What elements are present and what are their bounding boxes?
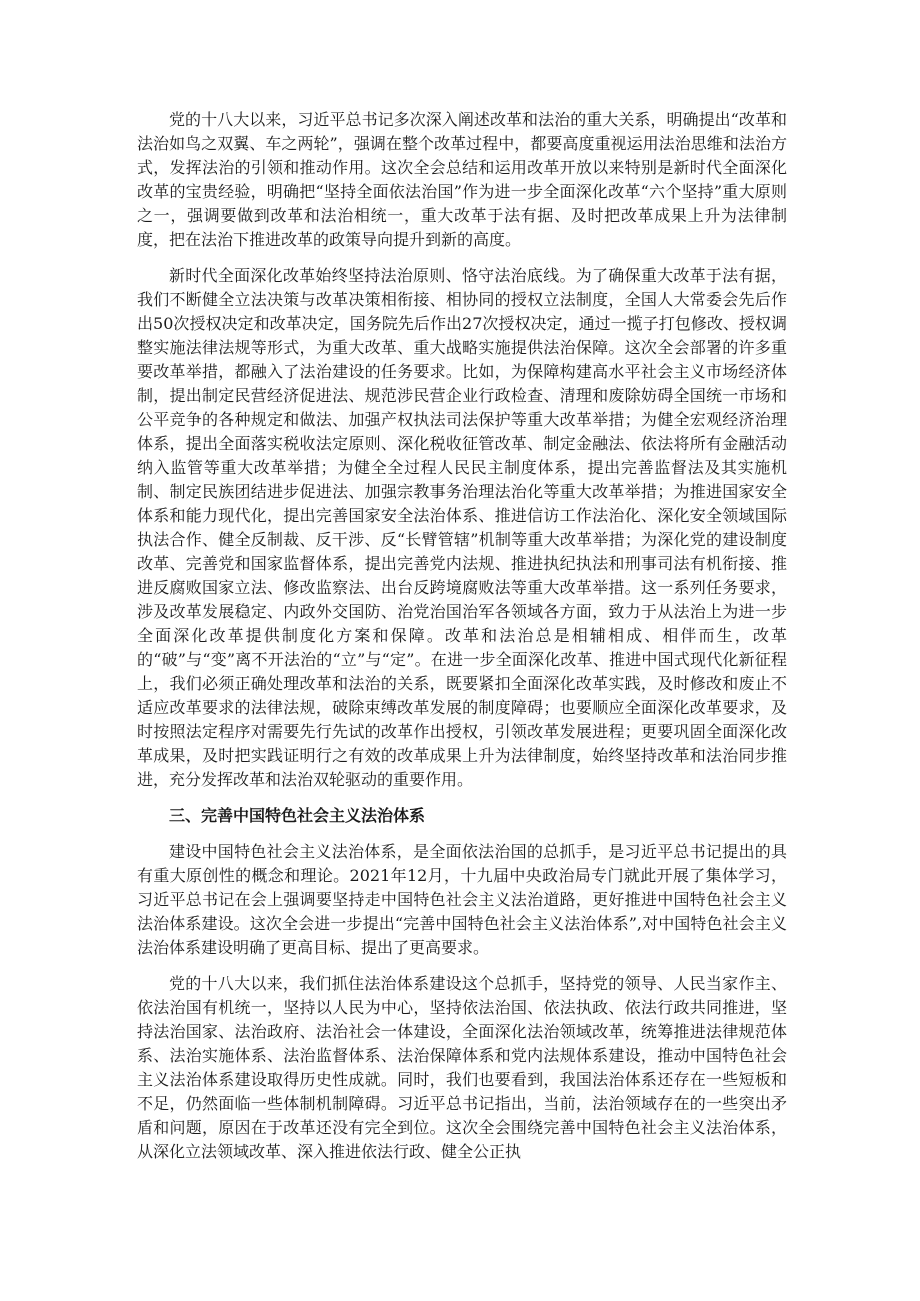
body-paragraph: 建设中国特色社会主义法治体系，是全面依法治国的总抓手，是习近平总书记提出的具有重大原创性的概念和理论。2021年12月，十九届中央政治局专门就此开展了集体学习，习近平总书记在会上强调要坚持走中国特色社会主义法治道路，更好推进中国特色社会主义法治体系建设。这次全会进一步提出“完善中国特色社会主义法治体系”,对中国特色社会主义法治体系建设明确了更高目标、提出了更高要求。 xyxy=(137,842,787,957)
document-page xyxy=(137,108,787,1176)
body-paragraph: 党的十八大以来，习近平总书记多次深入阐述改革和法治的重大关系，明确提出“改革和法治如鸟之双翼、车之两轮”，强调在整个改革过程中，都要高度重视运用法治思维和法治方式，发挥法治的引领和推动作用。这次全会总结和运用改革开放以来特别是新时代全面深化改革的宝贵经验，明确把“坚持全面依法治国”作为进一步全面深化改革“六个坚持”重大原则之一，强调要做到改革和法治相统一，重大改革于法有据、及时把改革成果上升为法律制度，把在法治下推进改革的政策导向提升到新的高度。 xyxy=(137,110,787,249)
body-paragraph: 新时代全面深化改革始终坚持法治原则、恪守法治底线。为了确保重大改革于法有据，我们不断健全立法决策与改革决策相衔接、相协同的授权立法制度，全国人大常委会先后作出50次授权决定和改革决定，国务院先后作出27次授权决定，通过一揽子打包修改、授权调整实施法律法规等形式，为重大改革、重大战略实施提供法治保障。这次全会部署的许多重要改革举措，都融入了法治建设的任务要求。比如，为保障构建高水平社会主义市场经济体制，提出制定民营经济促进法、规范涉民营企业行政检查、清理和废除妨碍全国统一市场和公平竞争的各种规定和做法、加强产权执法司法保护等重大改革举措；为健全宏观经济治理体系，提出全面落实税收法定原则、深化税收征管改革、制定金融法、依法将所有金融活动纳入监管等重大改革举措；为健全全过程人民民主制度体系，提出完善监督法及其实施机制、制定民族团结进步促进法、加强宗教事务治理法治化等重大改革举措；为推进国家安全体系和能力现代化，提出完善国家安全法治体系、推进信访工作法治化、深化安全领域国际执法合作、健全反制裁、反干涉、反“长臂管辖”机制等重大改革举措；为深化党的建设制度改革、完善党和国家监督体系，提出完善党内法规、推进执纪执法和刑事司法有机衔接、推进反腐败国家立法、修改监察法、出台反跨境腐败法等重大改革举措。这一系列任务要求，涉及改革发展稳定、内政外交国防、治党治国治军各领域各方面，致力于从法治上为进一步全面深化改革提供制度化方案和保障。改革和法治总是相辅相成、相伴而生，改革的“破”与“变”离不开法治的“立”与“定”。在进一步全面深化改革、推进中国式现代化新征程上，我们必须正确处理改革和法治的关系，既要紧扣全面深化改革实践，及时修改和废止不适应改革要求的法律法规，破除束缚改革发展的制度障碍；也要顺应全面深化改革要求，及时按照法定程序对需要先行先试的改革作出授权，引领改革发展进程；更要巩固全面深化改革成果，及时把实践证明行之有效的改革成果上升为法律制度，始终坚持改革和法治同步推进，充分发挥改革和法治双轮驱动的重要作用。 xyxy=(137,266,787,789)
body-paragraph: 党的十八大以来，我们抓住法治体系建设这个总抓手，坚持党的领导、人民当家作主、依法治国有机统一，坚持以人民为中心，坚持依法治国、依法执政、依法行政共同推进，坚持法治国家、法治政府、法治社会一体建设，全面深化法治领域改革，统筹推进法律规范体系、法治实施体系、法治监督体系、法治保障体系和党内法规体系建设，推动中国特色社会主义法治体系建设取得历史性成就。同时，我们也要看到，我国法治体系还存在一些短板和不足，仍然面临一些体制机制障碍。习近平总书记指出，当前，法治领域存在的一些突出矛盾和问题，原因在于改革还没有完全到位。这次全会围绕完善中国特色社会主义法治体系，从深化立法领域改革、深入推进依法行政、健全公正执 xyxy=(137,974,787,1161)
section-heading: 三、完善中国特色社会主义法治体系 xyxy=(169,806,426,825)
